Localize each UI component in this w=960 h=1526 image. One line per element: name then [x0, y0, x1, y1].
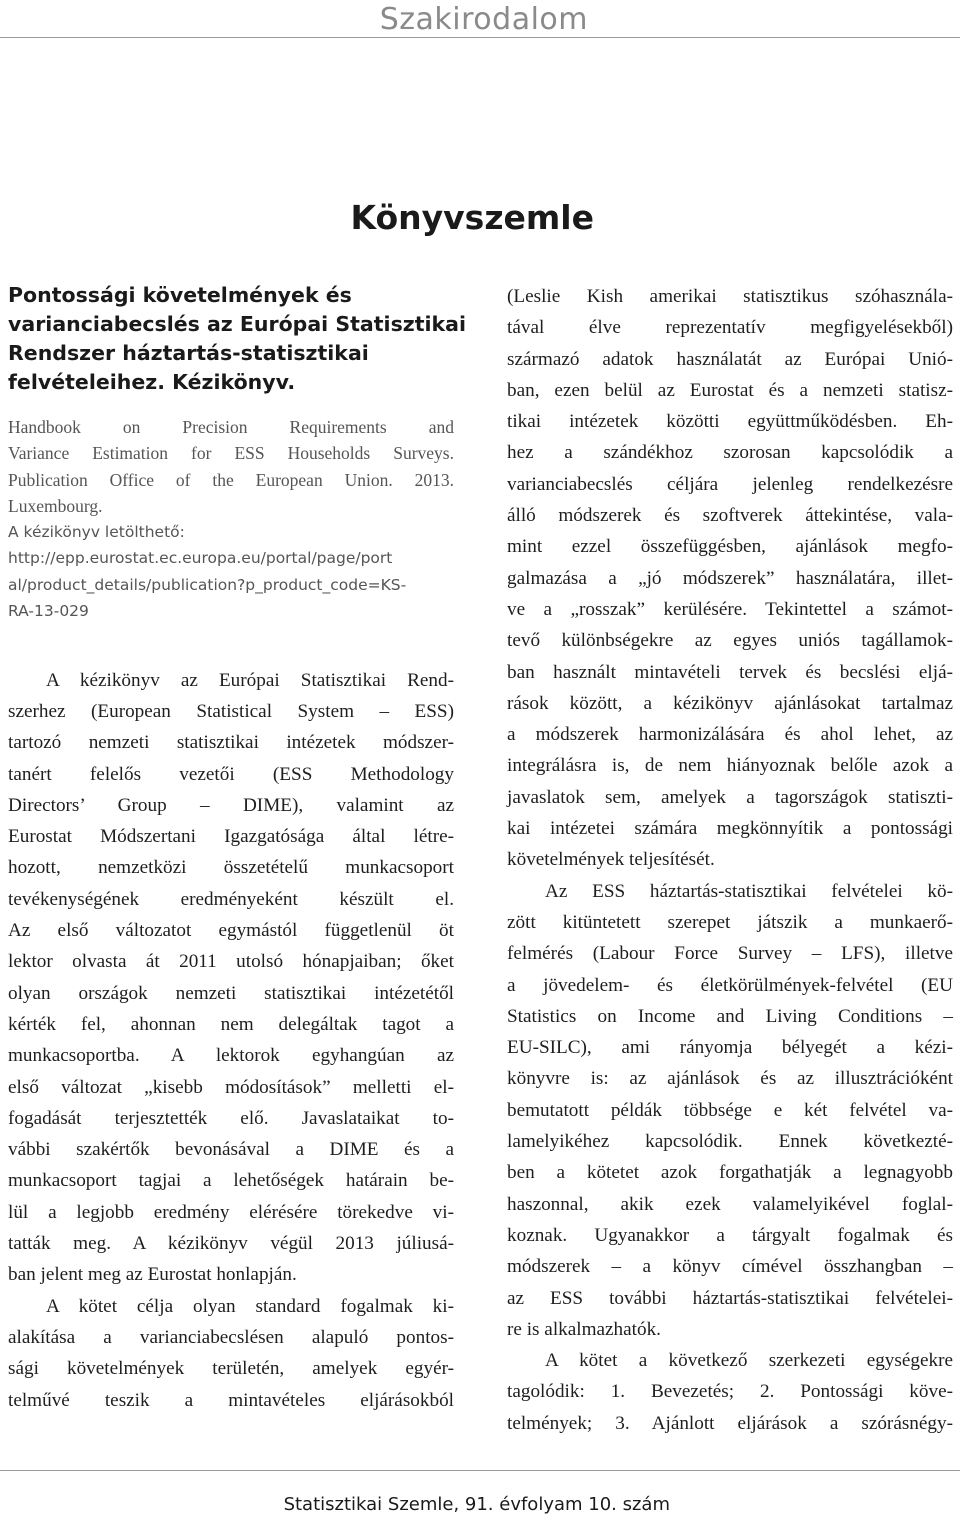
- footer-journal-info: Statisztikai Szemle, 91. évfolyam 10. szám: [283, 1494, 670, 1515]
- body-line: munkacsoportba. A lektorok egyhangúan az: [8, 1045, 454, 1067]
- body-line: szerhez (European Statistical System – ESS): [8, 700, 454, 722]
- reference-line: Publication Office of the European Union. 2013.: [8, 469, 454, 490]
- body-line: lül a legjobb eredmény elérésére törekedve vi-: [8, 1201, 454, 1223]
- body-line: bemutatott példák többsége e két felvétel va-: [507, 1099, 953, 1121]
- body-line: tatták meg. A kézikönyv végül 2013 júliusá-: [8, 1233, 454, 1255]
- download-url-line[interactable]: http://epp.eurostat.ec.europa.eu/portal/page/port: [8, 549, 393, 568]
- reference-line: Handbook on Precision Requirements and: [8, 417, 454, 437]
- body-line: követelmények teljesítését.: [507, 849, 715, 871]
- body-line: módszerek – a könyv címével összhangban –: [507, 1256, 953, 1278]
- body-line: ban, ezen belül az Eurostat és a nemzeti statisz-: [507, 379, 953, 401]
- body-line: első változat „kisebb módosítások” melletti el-: [8, 1076, 454, 1098]
- body-line: alakítása a varianciabecslésen alapuló pontos-: [8, 1326, 454, 1348]
- body-line: álló módszerek és szoftverek áttekintése, vala-: [507, 505, 953, 527]
- body-line: haszonnal, akik ezek valamelyikével foglal-: [507, 1193, 953, 1215]
- body-line: javaslatok sem, amelyek a tagországok statiszti-: [507, 786, 953, 808]
- body-line: tikai intézetek közötti együttműködésben. Eh-: [507, 411, 953, 433]
- body-line: tevékenységének eredményeként készült el.: [8, 888, 454, 910]
- body-line: tanért felelős vezetői (ESS Methodology: [8, 763, 454, 785]
- footer-rule: [0, 1470, 960, 1471]
- body-line: kai intézetei számára megkönnyítik a pontossági: [507, 818, 953, 840]
- body-line: vábbi szakértők bevonásával a DIME és a: [8, 1139, 454, 1161]
- download-url-line[interactable]: al/product_details/publication?p_product_code=KS-: [8, 575, 407, 594]
- body-line: származó adatok használatát az Európai Unió-: [507, 348, 953, 370]
- right-body-text: [507, 281, 953, 1439]
- body-line: re is alkalmazhatók.: [507, 1318, 661, 1340]
- download-label: A kézikönyv letölthető:: [8, 523, 185, 542]
- body-line: felmérés (Labour Force Survey – LFS), illetve: [507, 943, 953, 965]
- body-line: ban jelent meg az Eurostat honlapján.: [8, 1264, 297, 1286]
- download-url-line[interactable]: RA-13-029: [8, 602, 89, 621]
- header-section-title: Szakirodalom: [379, 2, 588, 37]
- body-line: munkacsoport tagjai a lehetőségek határain be-: [8, 1170, 454, 1192]
- body-line: EU-SILC), ami rányomja bélyegét a kézi-: [507, 1037, 953, 1059]
- body-line: a módszerek harmonizálására és ahol lehet, az: [507, 724, 953, 746]
- body-line: Statistics on Income and Living Conditions –: [507, 1005, 953, 1027]
- reference-line: Luxembourg.: [8, 495, 103, 516]
- body-line: telmények; 3. Ajánlott eljárások a szórásnégy-: [507, 1412, 953, 1434]
- left-body-text: [8, 665, 454, 1416]
- left-column: [8, 281, 467, 1416]
- book-title-line: Rendszer háztartás-statisztikai: [8, 341, 369, 365]
- body-line: tával élve reprezentatív megfigyelésekből): [507, 317, 953, 339]
- body-line: tagolódik: 1. Bevezetés; 2. Pontossági köve-: [507, 1381, 953, 1403]
- body-line: mint ezzel összefüggésben, ajánlások megfo-: [507, 536, 953, 558]
- body-line: ban használt mintavételi tervek és becslési eljá-: [507, 661, 953, 683]
- body-line: galmazása a „jó módszerek” használatára, illet-: [507, 567, 953, 589]
- body-line: hozott, nemzetközi összetételű munkacsoport: [8, 857, 454, 879]
- body-line: könyvre is: az ajánlások és az illusztrációként: [507, 1068, 953, 1090]
- body-line: Az ESS háztartás-statisztikai felvételei kö-: [545, 880, 953, 902]
- header-rule: [0, 37, 960, 38]
- reference-line: Variance Estimation for ESS Households Surveys.: [8, 443, 454, 464]
- body-line: A kézikönyv az Európai Statisztikai Rend-: [46, 669, 454, 691]
- body-line: olyan országok nemzeti statisztikai intézetétől: [8, 982, 454, 1004]
- body-line: Eurostat Módszertani Igazgatósága által létre-: [8, 826, 454, 848]
- body-line: Az első változatot egymástól függetlenül öt: [8, 920, 454, 942]
- body-line: az ESS további háztartás-statisztikai felvételei-: [507, 1287, 953, 1309]
- body-line: ve a „rosszak” kerülésére. Tekintettel a számot-: [507, 598, 953, 620]
- book-title-line: felvételeihez. Kézikönyv.: [8, 370, 296, 394]
- book-title-line: varianciabecslés az Európai Statisztikai: [8, 312, 467, 336]
- body-line: (Leslie Kish amerikai statisztikus szóhasznála-: [507, 286, 953, 307]
- body-line: tevő különbségekre az egyes uniós tagállamok-: [507, 630, 953, 652]
- body-line: tartozó nemzeti statisztikai intézetek módszer-: [8, 732, 454, 754]
- body-line: A kötet a következő szerkezeti egységekre: [545, 1350, 953, 1372]
- book-reference: [8, 414, 454, 624]
- body-line: lamelyikéhez kapcsolódik. Ennek következté-: [507, 1131, 953, 1153]
- body-line: integrálásra is, de nem hiányoznak belőle azok a: [507, 755, 953, 777]
- body-line: telművé teszik a mintavételes eljárásokból: [8, 1389, 454, 1411]
- body-line: koznak. Ugyanakkor a tárgyalt fogalmak és: [507, 1224, 953, 1246]
- body-line: lektor olvasta át 2011 utolsó hónapjaiban; őket: [8, 951, 454, 973]
- body-line: hez a szándékhoz szorosan kapcsolódik a: [507, 442, 953, 464]
- body-line: ben a kötetet azok forgathatják a legnagyobb: [507, 1162, 953, 1184]
- body-line: fogadását terjesztették elő. Javaslataikat to-: [8, 1107, 454, 1129]
- running-header: [0, 0, 960, 42]
- body-line: a jövedelem- és életkörülmények-felvétel (EU: [507, 974, 953, 996]
- body-line: varianciabecslés céljára jelenleg rendelkezésre: [507, 473, 953, 495]
- section-title: Könyvszemle: [350, 198, 594, 237]
- body-line: Directors’ Group – DIME), valamint az: [8, 794, 454, 816]
- right-column: [507, 281, 953, 1439]
- body-line: zött kitüntetett szerepet játszik a munkaerő-: [507, 911, 953, 933]
- body-line: sági követelmények területén, amelyek egyér-: [8, 1358, 454, 1380]
- body-line: A kötet célja olyan standard fogalmak ki-: [46, 1295, 454, 1317]
- body-line: kérték fel, ahonnan nem delegáltak tagot a: [8, 1013, 454, 1035]
- body-line: rások között, a kézikönyv ajánlásokat tartalmaz: [507, 692, 953, 714]
- book-title: [8, 281, 467, 397]
- book-title-line: Pontossági követelmények és: [8, 283, 352, 307]
